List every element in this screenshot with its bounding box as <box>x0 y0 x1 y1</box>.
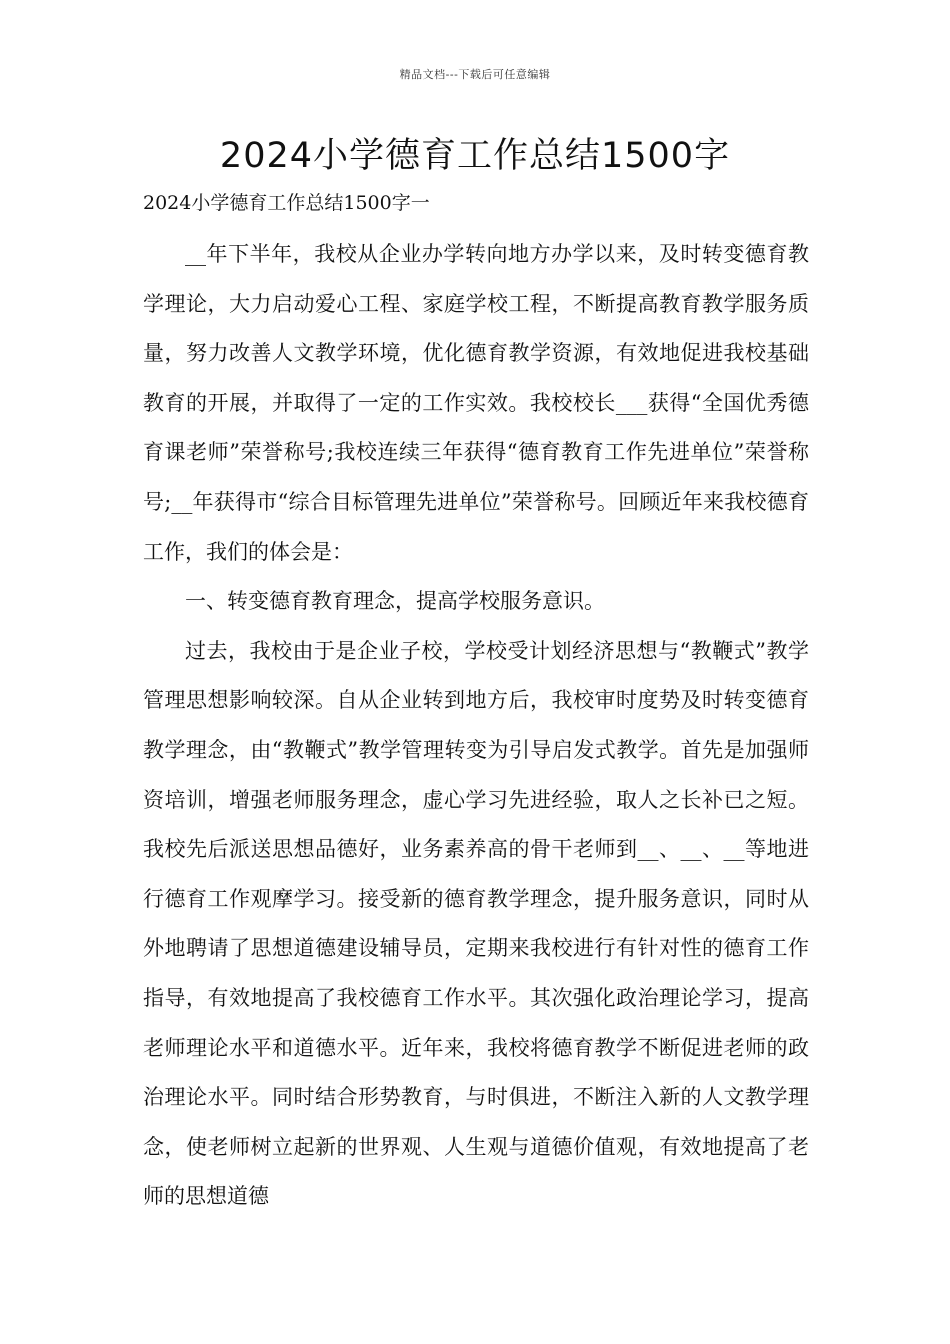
header-note: 精品文档---下载后可任意编辑 <box>399 68 551 81</box>
document-body <box>143 230 809 1222</box>
paragraph-intro: __年下半年，我校从企业办学转向地方办学以来，及时转变德育教学理论，大力启动爱心工程、家庭学校工程，不断提高教育教学服务质量，努力改善人文教学环境，优化德育教学资源，有效地促进我校基础教育的开展，并取得了一定的工作实效。我校校长___获得“全国优秀德育课老师”荣誉称号;我校连续三年获得“德育教育工作先进单位”荣誉称号;__年获得市“综合目标管理先进单位”荣誉称号。回顾近年来我校德育工作，我们的体会是： <box>143 242 809 564</box>
paragraph-section-1: 过去，我校由于是企业子校，学校受计划经济思想与“教鞭式”教学管理思想影响较深。自从企业转到地方后，我校审时度势及时转变德育教学理念，由“教鞭式”教学管理转变为引导启发式教学。首先是加强师资培训，增强老师服务理念，虚心学习先进经验，取人之长补已之短。我校先后派送思想品德好，业务素养高的骨干老师到__、__、__等地进行德育工作观摩学习。接受新的德育教学理念，提升服务意识，同时从外地聘请了思想道德建设辅导员，定期来我校进行有针对性的德育工作指导，有效地提高了我校德育工作水平。其次强化政治理论学习，提高老师理论水平和道德水平。近年来，我校将德育教学不断促进老师的政治理论水平。同时结合形势教育，与时俱进，不断注入新的人文教学理念，使老师树立起新的世界观、人生观与道德价值观，有效地提高了老师的思想道德 <box>143 638 809 1209</box>
document-subtitle: 2024小学德育工作总结1500字一 <box>143 192 430 214</box>
section-heading-1: 一、转变德育教育理念，提高学校服务意识。 <box>185 589 605 614</box>
document-title: 2024小学德育工作总结1500字 <box>219 136 731 176</box>
